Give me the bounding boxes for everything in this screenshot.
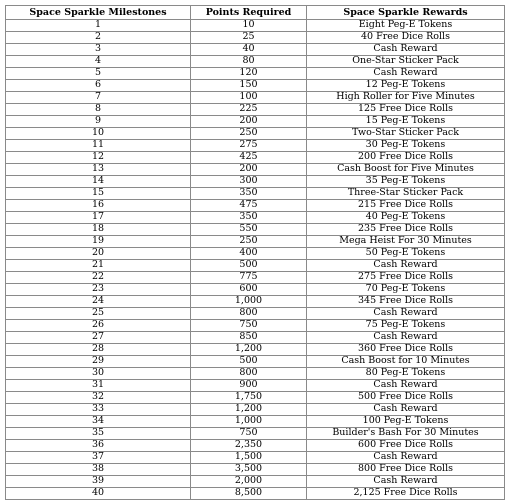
table-row — [6, 392, 505, 404]
reward-cell: 70 Peg-E Tokens — [307, 284, 505, 296]
table-row — [6, 440, 505, 452]
points-cell: 800 — [191, 308, 307, 320]
points-cell: 10 — [191, 20, 307, 32]
header-points-required: Points Required — [191, 6, 307, 20]
milestone-cell: 11 — [6, 140, 191, 152]
milestone-cell: 10 — [6, 128, 191, 140]
table-row — [6, 152, 505, 164]
reward-cell: 15 Peg-E Tokens — [307, 116, 505, 128]
points-cell: 900 — [191, 380, 307, 392]
table-row — [6, 92, 505, 104]
table-row — [6, 212, 505, 224]
milestone-cell: 3 — [6, 44, 191, 56]
table-row — [6, 416, 505, 428]
table-row — [6, 476, 505, 488]
table-row — [6, 260, 505, 272]
reward-cell: Cash Reward — [307, 308, 505, 320]
table-header — [6, 6, 505, 20]
points-cell: 500 — [191, 260, 307, 272]
points-cell: 1,000 — [191, 296, 307, 308]
milestone-cell: 18 — [6, 224, 191, 236]
header-row — [6, 6, 505, 20]
table-row — [6, 176, 505, 188]
reward-cell: 50 Peg-E Tokens — [307, 248, 505, 260]
points-cell: 8,500 — [191, 488, 307, 500]
points-cell: 775 — [191, 272, 307, 284]
table-row — [6, 344, 505, 356]
reward-cell: Cash Reward — [307, 332, 505, 344]
milestone-cell: 8 — [6, 104, 191, 116]
points-cell: 300 — [191, 176, 307, 188]
table-row — [6, 284, 505, 296]
table-row — [6, 404, 505, 416]
milestone-cell: 2 — [6, 32, 191, 44]
table-row — [6, 164, 505, 176]
points-cell: 250 — [191, 128, 307, 140]
milestone-cell: 23 — [6, 284, 191, 296]
points-cell: 1,200 — [191, 344, 307, 356]
reward-cell: 40 Peg-E Tokens — [307, 212, 505, 224]
reward-cell: Two-Star Sticker Pack — [307, 128, 505, 140]
reward-cell: 235 Free Dice Rolls — [307, 224, 505, 236]
reward-cell: 30 Peg-E Tokens — [307, 140, 505, 152]
points-cell: 200 — [191, 164, 307, 176]
table-row — [6, 356, 505, 368]
milestone-cell: 25 — [6, 308, 191, 320]
table-row — [6, 188, 505, 200]
reward-cell: 345 Free Dice Rolls — [307, 296, 505, 308]
reward-cell: 500 Free Dice Rolls — [307, 392, 505, 404]
milestone-cell: 12 — [6, 152, 191, 164]
points-cell: 750 — [191, 428, 307, 440]
reward-cell: 12 Peg-E Tokens — [307, 80, 505, 92]
table-row — [6, 236, 505, 248]
table-row — [6, 56, 505, 68]
milestone-cell: 4 — [6, 56, 191, 68]
reward-cell: Mega Heist For 30 Minutes — [307, 236, 505, 248]
milestone-cell: 7 — [6, 92, 191, 104]
reward-cell: 200 Free Dice Rolls — [307, 152, 505, 164]
milestone-cell: 5 — [6, 68, 191, 80]
points-cell: 120 — [191, 68, 307, 80]
table-row — [6, 428, 505, 440]
reward-cell: 600 Free Dice Rolls — [307, 440, 505, 452]
milestone-cell: 33 — [6, 404, 191, 416]
milestone-cell: 24 — [6, 296, 191, 308]
table-row — [6, 224, 505, 236]
points-cell: 150 — [191, 80, 307, 92]
table-row — [6, 380, 505, 392]
table-row — [6, 248, 505, 260]
reward-cell: 35 Peg-E Tokens — [307, 176, 505, 188]
points-cell: 40 — [191, 44, 307, 56]
reward-cell: Three-Star Sticker Pack — [307, 188, 505, 200]
milestone-cell: 36 — [6, 440, 191, 452]
reward-cell: Cash Boost for Five Minutes — [307, 164, 505, 176]
milestone-cell: 39 — [6, 476, 191, 488]
reward-cell: 75 Peg-E Tokens — [307, 320, 505, 332]
table-row — [6, 272, 505, 284]
reward-cell: 800 Free Dice Rolls — [307, 464, 505, 476]
milestone-cell: 14 — [6, 176, 191, 188]
milestone-cell: 9 — [6, 116, 191, 128]
reward-cell: Cash Reward — [307, 476, 505, 488]
milestone-cell: 34 — [6, 416, 191, 428]
milestone-cell: 37 — [6, 452, 191, 464]
reward-cell: One-Star Sticker Pack — [307, 56, 505, 68]
milestone-cell: 35 — [6, 428, 191, 440]
points-cell: 3,500 — [191, 464, 307, 476]
points-cell: 800 — [191, 368, 307, 380]
reward-cell: 125 Free Dice Rolls — [307, 104, 505, 116]
table-row — [6, 320, 505, 332]
table-row — [6, 80, 505, 92]
milestone-cell: 27 — [6, 332, 191, 344]
table-row — [6, 452, 505, 464]
milestone-cell: 13 — [6, 164, 191, 176]
reward-cell: Cash Reward — [307, 404, 505, 416]
reward-cell: 275 Free Dice Rolls — [307, 272, 505, 284]
points-cell: 275 — [191, 140, 307, 152]
header-milestones: Space Sparkle Milestones — [6, 6, 191, 20]
points-cell: 25 — [191, 32, 307, 44]
header-rewards: Space Sparkle Rewards — [307, 6, 505, 20]
reward-cell: Builder's Bash For 30 Minutes — [307, 428, 505, 440]
table-row — [6, 116, 505, 128]
milestone-cell: 20 — [6, 248, 191, 260]
reward-cell: Cash Reward — [307, 260, 505, 272]
table-row — [6, 296, 505, 308]
table-row — [6, 488, 505, 500]
milestone-cell: 1 — [6, 20, 191, 32]
reward-cell: High Roller for Five Minutes — [307, 92, 505, 104]
reward-cell: Eight Peg-E Tokens — [307, 20, 505, 32]
points-cell: 100 — [191, 92, 307, 104]
points-cell: 80 — [191, 56, 307, 68]
table-body — [6, 20, 505, 500]
reward-cell: 2,125 Free Dice Rolls — [307, 488, 505, 500]
points-cell: 600 — [191, 284, 307, 296]
table-row — [6, 464, 505, 476]
points-cell: 550 — [191, 224, 307, 236]
milestone-cell: 26 — [6, 320, 191, 332]
points-cell: 350 — [191, 212, 307, 224]
milestone-cell: 40 — [6, 488, 191, 500]
table-row — [6, 20, 505, 32]
table-row — [6, 140, 505, 152]
table-row — [6, 104, 505, 116]
points-cell: 1,500 — [191, 452, 307, 464]
milestone-cell: 32 — [6, 392, 191, 404]
milestone-cell: 21 — [6, 260, 191, 272]
reward-cell: Cash Boost for 10 Minutes — [307, 356, 505, 368]
table-row — [6, 68, 505, 80]
milestone-cell: 29 — [6, 356, 191, 368]
points-cell: 2,350 — [191, 440, 307, 452]
milestone-cell: 19 — [6, 236, 191, 248]
milestone-cell: 22 — [6, 272, 191, 284]
milestone-cell: 15 — [6, 188, 191, 200]
table-row — [6, 368, 505, 380]
table-row — [6, 332, 505, 344]
milestone-cell: 31 — [6, 380, 191, 392]
points-cell: 250 — [191, 236, 307, 248]
reward-cell: Cash Reward — [307, 68, 505, 80]
milestone-cell: 38 — [6, 464, 191, 476]
reward-cell: 215 Free Dice Rolls — [307, 200, 505, 212]
points-cell: 350 — [191, 188, 307, 200]
milestone-cell: 28 — [6, 344, 191, 356]
milestone-cell: 30 — [6, 368, 191, 380]
table-row — [6, 308, 505, 320]
milestone-cell: 6 — [6, 80, 191, 92]
points-cell: 1,750 — [191, 392, 307, 404]
table-row — [6, 128, 505, 140]
milestone-cell: 16 — [6, 200, 191, 212]
reward-cell: Cash Reward — [307, 44, 505, 56]
points-cell: 400 — [191, 248, 307, 260]
reward-cell: Cash Reward — [307, 380, 505, 392]
points-cell: 850 — [191, 332, 307, 344]
points-cell: 2,000 — [191, 476, 307, 488]
reward-cell: 360 Free Dice Rolls — [307, 344, 505, 356]
points-cell: 1,200 — [191, 404, 307, 416]
reward-cell: 40 Free Dice Rolls — [307, 32, 505, 44]
milestones-table — [5, 5, 505, 500]
table-row — [6, 44, 505, 56]
points-cell: 475 — [191, 200, 307, 212]
points-cell: 425 — [191, 152, 307, 164]
reward-cell: Cash Reward — [307, 452, 505, 464]
reward-cell: 100 Peg-E Tokens — [307, 416, 505, 428]
points-cell: 750 — [191, 320, 307, 332]
reward-cell: 80 Peg-E Tokens — [307, 368, 505, 380]
points-cell: 1,000 — [191, 416, 307, 428]
table-row — [6, 200, 505, 212]
table-row — [6, 32, 505, 44]
points-cell: 225 — [191, 104, 307, 116]
milestone-cell: 17 — [6, 212, 191, 224]
points-cell: 500 — [191, 356, 307, 368]
points-cell: 200 — [191, 116, 307, 128]
